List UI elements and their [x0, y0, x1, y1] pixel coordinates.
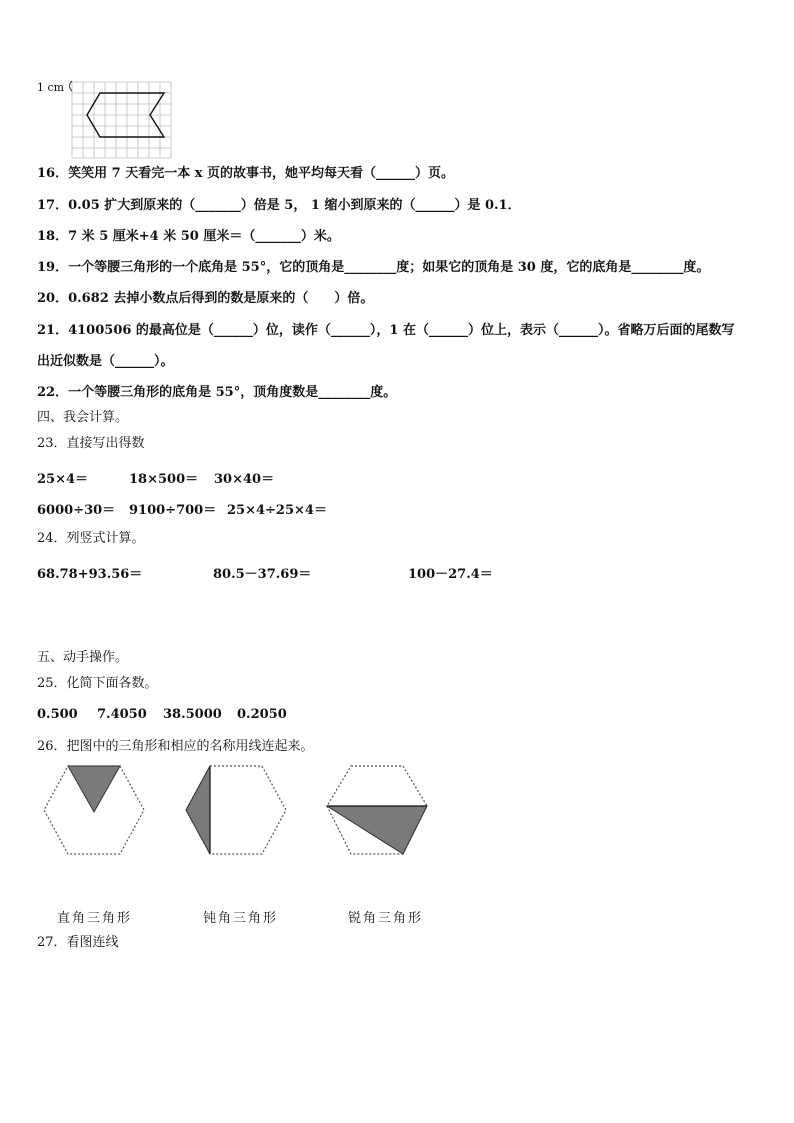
question-21-line2: 出近似数是（______）。	[37, 354, 174, 369]
question-19: 19．一个等腰三角形的一个底角是 55°，它的顶角是________度；如果它的顶角是 30 度，它的底角是________度。	[37, 260, 710, 275]
caption-acute-triangle: 锐角三角形	[348, 911, 424, 926]
hexagon-figure-1	[42, 762, 148, 862]
caption-obtuse-triangle: 钝角三角形	[203, 911, 279, 926]
hexagon-figure-3	[325, 762, 431, 862]
hexagon-figure-2	[183, 762, 289, 862]
vertical-calc-item: 80.5－37.69＝	[213, 567, 312, 582]
question-16: 16．笑笑用 7 天看完一本 x 页的故事书，她平均每天看（______）页。	[37, 166, 454, 181]
decimal-item: 38.5000	[163, 707, 222, 722]
section-4-title: 四、我会计算。	[37, 410, 129, 425]
decimal-item: 0.500	[37, 707, 78, 722]
unit-label: 1 cm	[37, 81, 65, 94]
calc-item: 25×4÷25×4＝	[227, 503, 327, 518]
question-21-line1: 21．4100506 的最高位是（______）位，读作（______），1 在（______）位上，表示（______）。省略万后面的尾数写	[37, 323, 735, 338]
question-20: 20．0.682 去掉小数点后得到的数是原来的（ ）倍。	[37, 291, 374, 306]
calc-item: 9100÷700＝	[129, 503, 217, 518]
calc-item: 25×4＝	[37, 472, 89, 487]
section-5-title: 五、动手操作。	[37, 650, 129, 665]
question-17: 17．0.05 扩大到原来的（_______）倍是 5， 1 缩小到原来的（______）是 0.1．	[37, 198, 521, 213]
question-23-title: 23．直接写出得数	[37, 436, 145, 451]
decimal-item: 0.2050	[237, 707, 287, 722]
grid-figure	[62, 80, 182, 164]
question-25-title: 25．化简下面各数。	[37, 676, 158, 691]
vertical-calc-item: 100－27.4＝	[408, 567, 493, 582]
question-18: 18．7 米 5 厘米+4 米 50 厘米＝（_______）米。	[37, 229, 340, 244]
calc-item: 18×500＝	[129, 472, 199, 487]
decimal-item: 7.4050	[97, 707, 147, 722]
question-24-title: 24．列竖式计算。	[37, 531, 145, 546]
calc-item: 30×40＝	[214, 472, 275, 487]
vertical-calc-item: 68.78+93.56＝	[37, 567, 143, 582]
question-26-title: 26．把图中的三角形和相应的名称用线连起来。	[37, 739, 314, 754]
question-22: 22．一个等腰三角形的底角是 55°，顶角度数是________度。	[37, 385, 397, 400]
caption-right-triangle: 直角三角形	[57, 911, 133, 926]
calc-item: 6000÷30＝	[37, 503, 116, 518]
question-27-title: 27．看图连线	[37, 935, 119, 950]
